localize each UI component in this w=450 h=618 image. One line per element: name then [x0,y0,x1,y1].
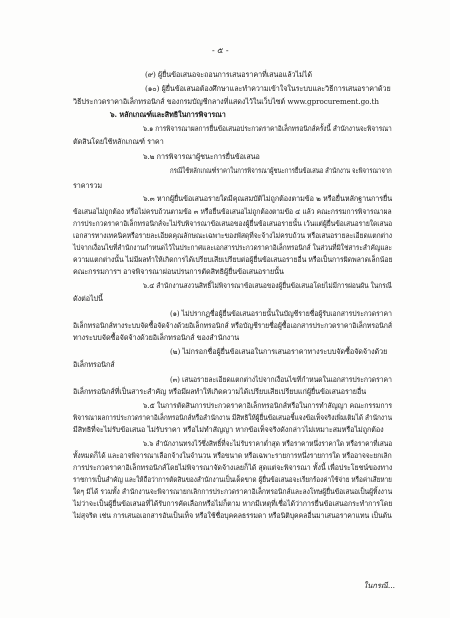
text-line: การประกวดราคาอิเล็กทรอนิกส์โดยไม่พิจารณาจัดจ้างเลยก็ได้ สุดแต่จะพิจารณา ทั้งนี้ เพื่อประโยชน์ของทาง [73,463,393,472]
page-number: - ๕ - [212,46,229,55]
text-line: พิจารณาผลการประกวดราคาอิเล็กทรอนิกส์หรือสำนักงาน มีสิทธิให้ผู้ยื่นข้อเสนอชี้แจงข้อเท็จจริงเพิ่มเติมได้ สำนักงาน [73,413,393,422]
text-line: ๖. หลักเกณฑ์และสิทธิในการพิจารณา [110,110,226,119]
text-line: ๖.๒ การพิจารณาผู้ชนะการยื่นข้อเสนอ [143,152,260,161]
text-line: ทางระบบจัดซื้อจัดจ้างด้วยอิเล็กทรอนิกส์ ของสำนักงาน [73,333,240,342]
text-line: (๙) ผู้ยื่นข้อเสนอจะถอนการเสนอราคาที่เสนอแล้วไม่ได้ [145,70,312,79]
text-line: ความแตกต่างนั้น ไม่มีผลทำให้เกิดการได้เปรียบเสียเปรียบต่อผู้ยื่นข้อเสนอรายอื่น หรือเป็นการผิดพลาดเล็กน้อย [73,255,393,264]
text-line: กรณีใช้หลักเกณฑ์ราคาในการพิจารณาผู้ชนะการยื่นข้อเสนอ สำนักงาน จะพิจารณาจาก [170,166,392,175]
text-line: ๖.๑ การพิจารณาผลการยื่นข้อเสนอประกวดราคาอิเล็กทรอนิกส์ครั้งนี้ สำนักงานจะพิจารณา [143,124,392,133]
text-line: ๖.๕ ในการตัดสินการประกวดราคาอิเล็กทรอนิกส์หรือในการทำสัญญา คณะกรรมการ [143,401,393,410]
text-line: ราชการเป็นสำคัญ และให้ถือว่าการตัดสินของสำนักงานเป็นเด็ดขาด ผู้ยื่นข้อเสนอจะเรียกร้องค่าใช้จ่าย หรือค่าเสียหาย [73,475,392,484]
text-line: ๖.๔ สำนักงานสงวนสิทธิ์ไม่พิจารณาข้อเสนอของผู้ยื่นข้อเสนอโดยไม่มีการผ่อนผัน ในกรณี [143,281,392,290]
text-line: (๒) ไม่กรอกชื่อผู้ยื่นข้อเสนอในการเสนอราคาทางระบบจัดซื้อจัดจ้างด้วย [170,347,388,356]
text-line: ตัดสินโดยใช้หลักเกณฑ์ ราคา [73,137,164,146]
text-line: ไปจากเงื่อนไขที่สำนักงานกำหนดไว้ในประกาศและเอกสารประกวดราคาอิเล็กทรอนิกส์ ในส่วนที่มิใช่สาระสำคัญและ [73,243,392,252]
text-line: มีสิทธิที่จะไม่รับข้อเสนอ ไม่รับราคา หรือไม่ทำสัญญา หากข้อเท็จจริงดังกล่าวไม่เหมาะสมหรือไม่ถูกต้อง [73,425,384,434]
text-line: ๖.๓ หากผู้ยื่นข้อเสนอรายใดมีคุณสมบัติไม่ถูกต้องตามข้อ ๒ หรือยื่นหลักฐานการยื่น [143,194,393,203]
text-line: (๓) เสนอรายละเอียดแตกต่างไปจากเงื่อนไขที่กำหนดในเอกสารประกวดราคา [170,375,392,384]
text-line: อิเล็กทรอนิกส์ที่เป็นสาระสำคัญ หรือมีผลทำให้เกิดความได้เปรียบเสียเปรียบแก่ผู้ยื่นข้อเสนอรายอื่น [73,387,367,396]
text-line: การประกวดราคาอิเล็กทรอนิกส์จะไม่รับพิจารณาข้อเสนอของผู้ยื่นข้อเสนอรายนั้น เว้นแต่ผู้ยื่นข้อเสนอรายใดเสนอ [73,219,393,228]
text-line: (๑) ไม่ปรากฏชื่อผู้ยื่นข้อเสนอรายนั้นในบัญชีรายชื่อผู้รับเอกสารประกวดราคา [170,309,392,318]
text-line: ข้อเสนอไม่ถูกต้อง หรือไม่ครบถ้วนตามข้อ ๓ หรือยื่นข้อเสนอไม่ถูกต้องตามข้อ ๔ แล้ว คณะกรรมการพิจารณาผล [73,207,392,216]
text-line: (๑๐) ผู้ยื่นข้อเสนอต้องศึกษาและทำความเข้าใจในระบบและวิธีการเสนอราคาด้วย [145,84,391,93]
text-line: ไม่สุจริต เช่น การเสนอเอกสารอันเป็นเท็จ หรือใช้ชื่อบุคคลธรรมดา หรือนิติบุคคลอื่นมาเสนอราคาแทน เป็นต้น [73,511,392,520]
text-line: ดังต่อไปนี้ [73,294,103,303]
text-line: ๖.๖ สำนักงานทรงไว้ซึ่งสิทธิ์ที่จะไม่รับราคาต่ำสุด หรือราคาหนึ่งราคาใด หรือราคาที่เสนอ [143,439,393,448]
text-line: คณะกรรมการฯ อาจพิจารณาผ่อนปรนการตัดสิทธิผู้ยื่นข้อเสนอรายนั้น [73,267,284,276]
continuation-text: ในกรณี... [363,581,395,590]
text-line: ราคารวม [73,181,103,190]
text-line: อิเล็กทรอนิกส์ทางระบบจัดซื้อจัดจ้างด้วยอิเล็กทรอนิกส์ หรือบัญชีรายชื่อผู้ซื้อเอกสารประกวดราคาอิเล็กทรอนิกส์ [73,321,392,330]
text-line: ทั้งหมดก็ได้ และอาจพิจารณาเลือกจ้างในจำนวน หรือขนาด หรือเฉพาะรายการหนึ่งรายการใด หรืออาจจะยกเลิก [73,451,392,460]
text-line: ไม่ว่าจะเป็นผู้ยื่นข้อเสนอที่ได้รับการคัดเลือกหรือไม่ก็ตาม หากมีเหตุที่เชื่อได้ว่าการยื่นข้อเสนอกระทำการโดย [73,499,393,508]
text-line: เอกสารทางเทคนิคหรือรายละเอียดคุณลักษณะเฉพาะของพัสดุที่จะจ้างไม่ครบถ้วน หรือเสนอรายละเอียดแตกต่าง [73,231,393,240]
text-line: ใดๆ มิได้ รวมทั้ง สำนักงานจะพิจารณายกเลิกการประกวดราคาอิเล็กทรอนิกส์และลงโทษผู้ยื่นข้อเสนอเป็นผู้ทิ้งงาน [73,487,393,496]
text-line: อิเล็กทรอนิกส์ [73,360,115,369]
text-line: วิธีประกวดราคาอิเล็กทรอนิกส์ ของกรมบัญชีกลางที่แสดงไว้ในเว็บไซต์ www.gprocurement.go.th [73,97,379,106]
